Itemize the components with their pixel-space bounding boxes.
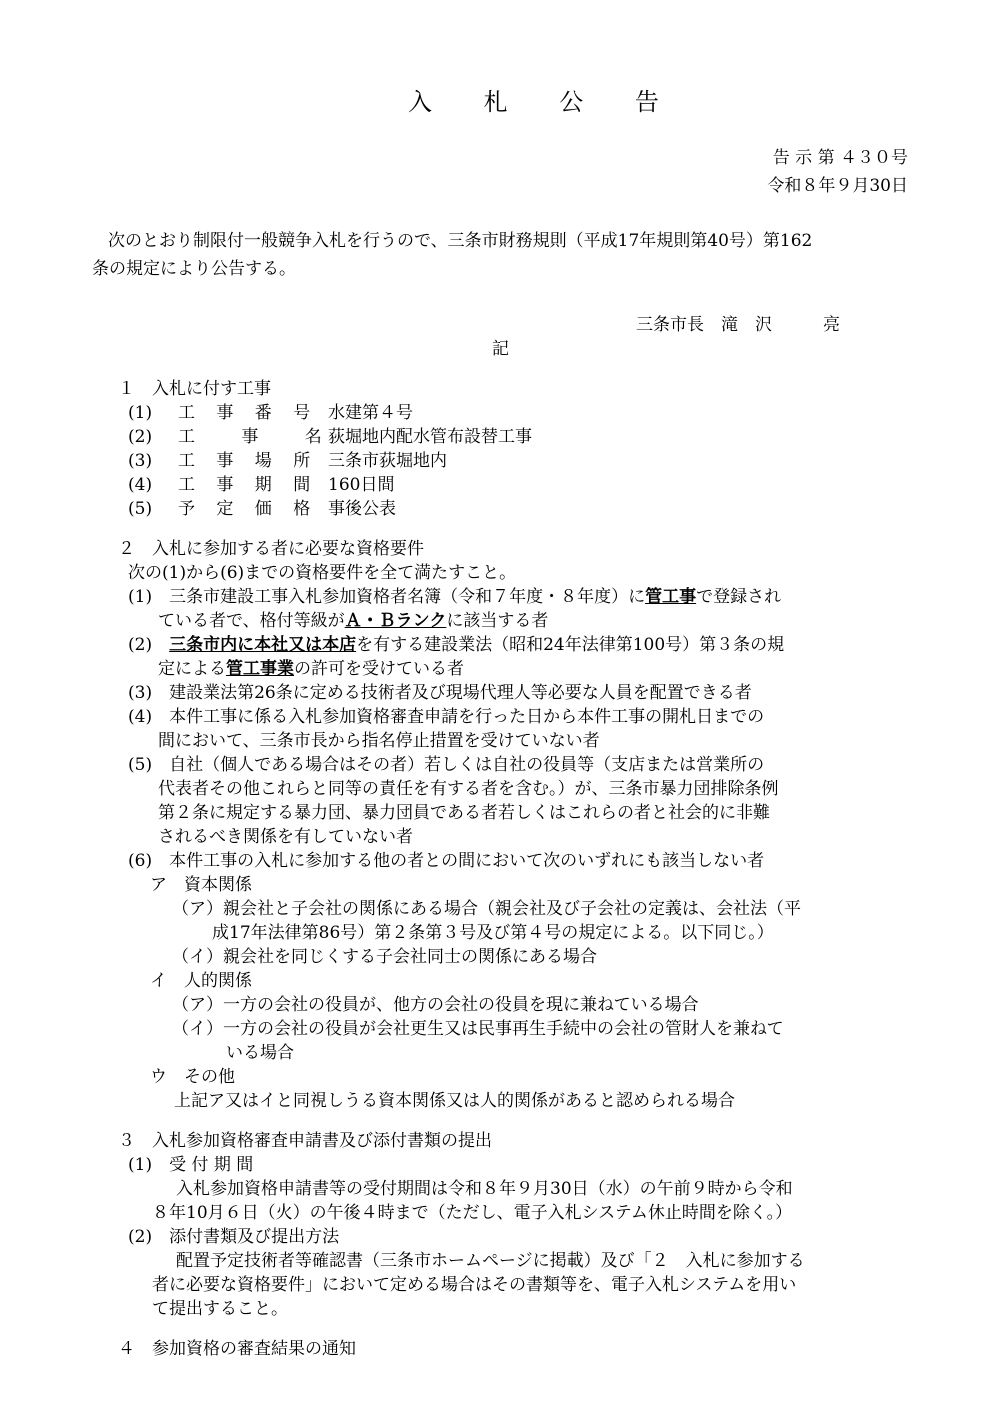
section-1-heading: １ 入札に付す工事 bbox=[118, 379, 271, 399]
text: (1) 三条市建設工事入札参加資格者名簿（令和７年度・８年度）に bbox=[128, 587, 646, 607]
section-3-heading: ３ 入札参加資格審査申請書及び添付書類の提出 bbox=[118, 1131, 492, 1151]
text: を有する建設業法（昭和24年法律第100号）第３条の規 bbox=[356, 635, 785, 655]
underlined-text: Ａ・Ｂランク bbox=[344, 611, 447, 631]
list-item bbox=[128, 425, 532, 449]
item-number: (1) bbox=[128, 403, 153, 423]
sec3-item-1-line-2: ８年10月６日（火）の午後４時まで（ただし、電子入札システム休止時間を除く。） bbox=[152, 1203, 793, 1223]
item-value: 160日間 bbox=[328, 475, 395, 495]
intro-line-1: 次のとおり制限付一般競争入札を行うので、三条市財務規則（平成17年規則第40号）第162 bbox=[108, 231, 813, 251]
list-item bbox=[128, 497, 396, 521]
req-6-a-1-line-2: 成17年法律第86号）第２条第３号及び第４号の規定による。以下同じ。） bbox=[212, 923, 774, 943]
req-6-b-2-line-1: （イ）一方の会社の役員が会社更生又は民事再生手続中の会社の管財人を兼ねて bbox=[172, 1019, 784, 1039]
item-key: 工 事 番 号 bbox=[178, 403, 319, 423]
section-4-heading: ４ 参加資格の審査結果の通知 bbox=[118, 1339, 356, 1359]
item-number: (4) bbox=[128, 475, 153, 495]
page-title: 入 札 公 告 bbox=[408, 88, 681, 116]
list-item bbox=[128, 449, 447, 473]
req-6-b-2-line-2: いる場合 bbox=[226, 1043, 294, 1063]
item-number: (5) bbox=[128, 499, 153, 519]
notice-date: 令和８年９月30日 bbox=[767, 176, 908, 196]
text: ている者で、格付等級が bbox=[158, 611, 345, 631]
text: の許可を受けている者 bbox=[294, 659, 464, 679]
req-5-line-4: されるべき関係を有していない者 bbox=[158, 827, 413, 847]
item-key: 工 事 名 bbox=[178, 427, 330, 447]
list-item bbox=[128, 401, 413, 425]
req-5-line-1: (5) 自社（個人である場合はその者）若しくは自社の役員等（支店または営業所の bbox=[128, 755, 765, 775]
intro-line-2: 条の規定により公告する。 bbox=[92, 259, 296, 279]
sec3-item-1-line-1: 入札参加資格申請書等の受付期間は令和８年９月30日（水）の午前９時から令和 bbox=[176, 1179, 793, 1199]
item-key: 予 定 価 格 bbox=[178, 499, 319, 519]
item-value: 事後公表 bbox=[328, 499, 396, 519]
req-1-line-2 bbox=[158, 609, 548, 633]
req-4-line-1: (4) 本件工事に係る入札参加資格審査申請を行った日から本件工事の開札日までの bbox=[128, 707, 765, 727]
req-2-line-1 bbox=[128, 633, 784, 657]
item-value: 荻堀地内配水管布設替工事 bbox=[328, 427, 532, 447]
req-1-line-1 bbox=[128, 585, 781, 609]
req-6-a: ア 資本関係 bbox=[150, 875, 252, 895]
req-2-line-2 bbox=[158, 657, 464, 681]
item-number: (2) bbox=[128, 427, 153, 447]
underlined-text: 管工事業 bbox=[226, 659, 294, 679]
sec3-item-1: (1) 受 付 期 間 bbox=[128, 1155, 254, 1175]
text: (2) bbox=[128, 635, 170, 655]
sec3-item-2-line-2: 者に必要な資格要件」において定める場合はその書類等を、電子入札システムを用い bbox=[152, 1275, 797, 1295]
req-6-a-1-line-1: （ア）親会社と子会社の関係にある場合（親会社及び子会社の定義は、会社法（平 bbox=[172, 899, 801, 919]
req-3: (3) 建設業法第26条に定める技術者及び現場代理人等必要な人員を配置できる者 bbox=[128, 683, 752, 703]
list-item bbox=[128, 473, 394, 497]
ki-mark: 記 bbox=[492, 339, 509, 359]
underlined-text: 管工事 bbox=[645, 587, 697, 607]
section-2-lead: 次の(1)から(6)までの資格要件を全て満たすこと。 bbox=[128, 563, 517, 583]
req-6-a-2: （イ）親会社を同じくする子会社同士の関係にある場合 bbox=[172, 947, 597, 967]
notice-number: 告 示 第 ４３０号 bbox=[772, 148, 908, 168]
req-6-b: イ 人的関係 bbox=[150, 971, 252, 991]
req-6-b-1: （ア）一方の会社の役員が、他方の会社の役員を現に兼ねている場合 bbox=[172, 995, 699, 1015]
req-5-line-2: 代表者その他これらと同等の責任を有する者を含む。）が、三条市暴力団排除条例 bbox=[158, 779, 779, 799]
signer: 三条市長 滝 沢 亮 bbox=[636, 315, 840, 335]
item-number: (3) bbox=[128, 451, 153, 471]
text: で登録され bbox=[696, 587, 782, 607]
item-value: 三条市荻堀地内 bbox=[328, 451, 447, 471]
section-2-heading: ２ 入札に参加する者に必要な資格要件 bbox=[118, 539, 424, 559]
req-6-c-1: 上記ア又はイと同視しうる資本関係又は人的関係があると認められる場合 bbox=[174, 1091, 735, 1111]
sec3-item-2: (2) 添付書類及び提出方法 bbox=[128, 1227, 340, 1247]
req-6: (6) 本件工事の入札に参加する他の者との間において次のいずれにも該当しない者 bbox=[128, 851, 765, 871]
req-4-line-2: 間において、三条市長から指名停止措置を受けていない者 bbox=[158, 731, 600, 751]
underlined-text: 三条市内に本社又は本店 bbox=[169, 635, 357, 655]
sec3-item-2-line-1: 配置予定技術者等確認書（三条市ホームページに掲載）及び「２ 入札に参加する bbox=[176, 1251, 805, 1271]
req-5-line-3: 第２条に規定する暴力団、暴力団員である者若しくはこれらの者と社会的に非難 bbox=[158, 803, 770, 823]
item-key: 工 事 期 間 bbox=[178, 475, 319, 495]
sec3-item-2-line-3: て提出すること。 bbox=[152, 1299, 288, 1319]
text: に該当する者 bbox=[446, 611, 549, 631]
req-6-c: ウ その他 bbox=[150, 1067, 235, 1087]
item-value: 水建第４号 bbox=[328, 403, 413, 423]
text: 定による bbox=[158, 659, 226, 679]
item-key: 工 事 場 所 bbox=[178, 451, 319, 471]
